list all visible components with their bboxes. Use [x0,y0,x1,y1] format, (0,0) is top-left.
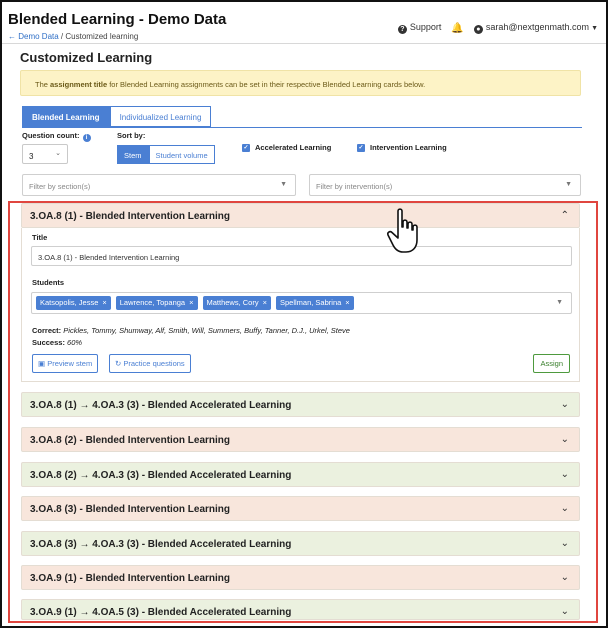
card-heading: 3.OA.8 (2) → 4.OA.3 (3) - Blended Accelerated Learning [30,470,292,481]
card-header[interactable] [21,599,580,620]
card-heading: 3.OA.8 (2) - Blended Intervention Learning [30,435,231,446]
card-heading: 3.OA.8 (3) - Blended Intervention Learning [30,504,231,515]
close-icon[interactable]: × [345,298,350,307]
student-chip-label: Lawrence, Topanga [119,298,186,307]
user-circle-icon: ● [474,25,483,34]
chevron-down-icon[interactable]: ⌄ [560,503,569,514]
top-bar [2,2,606,44]
title-input-value: 3.OA.8 (1) - Blended Intervention Learning [38,253,180,262]
card-header[interactable] [21,531,580,556]
chevron-down-icon: ▼ [280,181,287,188]
success-rate [32,338,82,347]
top-right-nav [398,22,598,34]
close-icon[interactable]: × [102,298,107,307]
correct-value: Pickles, Tommy, Shumway, Alf, Smith, Will, Summers, Buffy, Tanner, D.J., Urkel, Steve [63,326,350,335]
question-count-select[interactable] [22,144,68,164]
chevron-down-icon[interactable]: ⌄ [560,572,569,583]
student-chip[interactable] [203,296,272,310]
question-count-label-text: Question count: [22,131,80,140]
card-header[interactable] [21,462,580,487]
card-header-expanded[interactable] [21,203,580,228]
card-heading: 3.OA.8 (1) - Blended Intervention Learning [30,211,231,222]
breadcrumb [8,32,138,41]
question-count-label [22,131,91,142]
tab-blended-learning[interactable]: Blended Learning [22,106,110,127]
chevron-down-icon[interactable]: ⌄ [560,399,569,410]
tabs-underline [22,127,582,128]
chevron-down-icon[interactable]: ⌄ [560,606,569,617]
filter-section-select[interactable] [22,174,296,196]
title-label: Title [32,233,48,242]
close-icon[interactable]: × [189,298,194,307]
preview-stem-button[interactable] [32,354,98,373]
student-chip-label: Spellman, Sabrina [280,298,342,307]
page-title: Customized Learning [20,50,153,65]
user-email[interactable]: sarah@nextgenmath.com [485,22,590,32]
learning-tabs [22,106,211,127]
sort-toggle-group [117,145,215,164]
student-chip[interactable] [116,296,198,310]
app-title: Blended Learning - Demo Data [8,11,227,28]
chevron-down-icon[interactable]: ⌄ [560,434,569,445]
assign-button[interactable]: Assign [533,354,570,373]
student-chip-label: Matthews, Cory [206,298,259,307]
checkbox-checked-icon[interactable]: ✓ [358,144,364,151]
card-heading: 3.OA.9 (1) → 4.OA.5 (3) - Blended Accelerated Learning [30,607,292,618]
breadcrumb-separator: / [58,32,66,41]
breadcrumb-current: Customized learning [65,32,139,41]
close-icon[interactable]: × [262,298,267,307]
user-menu[interactable] [474,22,598,34]
support-link[interactable] [398,22,442,34]
intervention-learning-checkbox[interactable] [357,143,447,152]
checkbox-checked-icon[interactable]: ✓ [243,144,249,151]
students-label: Students [32,278,65,287]
chevron-up-icon[interactable]: ⌃ [560,210,569,221]
card-header[interactable] [21,392,580,417]
student-chip-label: Katsopolis, Jesse [40,298,99,307]
filter-section-placeholder: Filter by section(s) [29,182,91,191]
success-value: 60% [67,338,83,347]
intervention-learning-label: Intervention Learning [370,143,447,152]
students-multiselect[interactable] [31,292,572,314]
support-label[interactable]: Support [409,22,442,32]
chevron-down-icon[interactable]: ▼ [556,299,563,306]
sort-stem-button[interactable]: Stem [117,145,149,164]
chevron-down-icon: ▼ [591,25,598,32]
chevron-down-icon[interactable]: ⌄ [560,469,569,480]
notice-text-post: for Blended Learning assignments can be set in their respective Blended Learning cards below. [107,80,426,89]
success-label: Success: [32,338,65,347]
card-header[interactable] [21,427,580,452]
sort-student-volume-button[interactable]: Student volume [149,145,215,164]
breadcrumb-back-label[interactable]: Demo Data [18,32,59,41]
practice-questions-label: Practice questions [123,359,185,368]
image-icon: ▣ [38,359,46,368]
card-heading: 3.OA.8 (1) → 4.OA.3 (3) - Blended Accelerated Learning [30,400,292,411]
practice-questions-button[interactable] [109,354,191,373]
info-icon[interactable]: i [83,134,91,142]
refresh-icon: ↻ [115,359,122,368]
student-chip[interactable] [276,296,354,310]
notice-text-bold: assignment title [50,80,108,89]
notice-banner [20,70,581,96]
chevron-down-icon[interactable]: ⌄ [560,538,569,549]
title-input[interactable] [31,246,572,266]
filter-intervention-select[interactable] [309,174,581,196]
filter-intervention-placeholder: Filter by intervention(s) [316,182,393,191]
tab-individualized-learning[interactable]: Individualized Learning [110,106,212,127]
card-heading: 3.OA.8 (3) → 4.OA.3 (3) - Blended Accelerated Learning [30,539,292,550]
preview-stem-label: Preview stem [47,359,93,368]
card-body-expanded [21,228,580,382]
accelerated-learning-label: Accelerated Learning [255,143,332,152]
chevron-down-icon: ⌄ [55,150,61,157]
card-heading: 3.OA.9 (1) - Blended Intervention Learning [30,573,231,584]
sort-by-label: Sort by: [117,131,146,140]
hand-pointer-icon [384,207,424,257]
notice-text-pre: The [35,80,51,89]
correct-students [32,326,350,335]
card-header[interactable] [21,565,580,590]
correct-label: Correct: [32,326,62,335]
bell-icon[interactable]: 🔔 [451,22,464,34]
chevron-down-icon: ▼ [565,181,572,188]
question-circle-icon: ? [398,25,407,34]
card-header[interactable] [21,496,580,521]
breadcrumb-back-link[interactable]: ← Demo Data [8,32,59,41]
accelerated-learning-checkbox[interactable] [242,143,331,152]
question-count-value: 3 [29,152,34,161]
student-chip[interactable] [36,296,111,310]
